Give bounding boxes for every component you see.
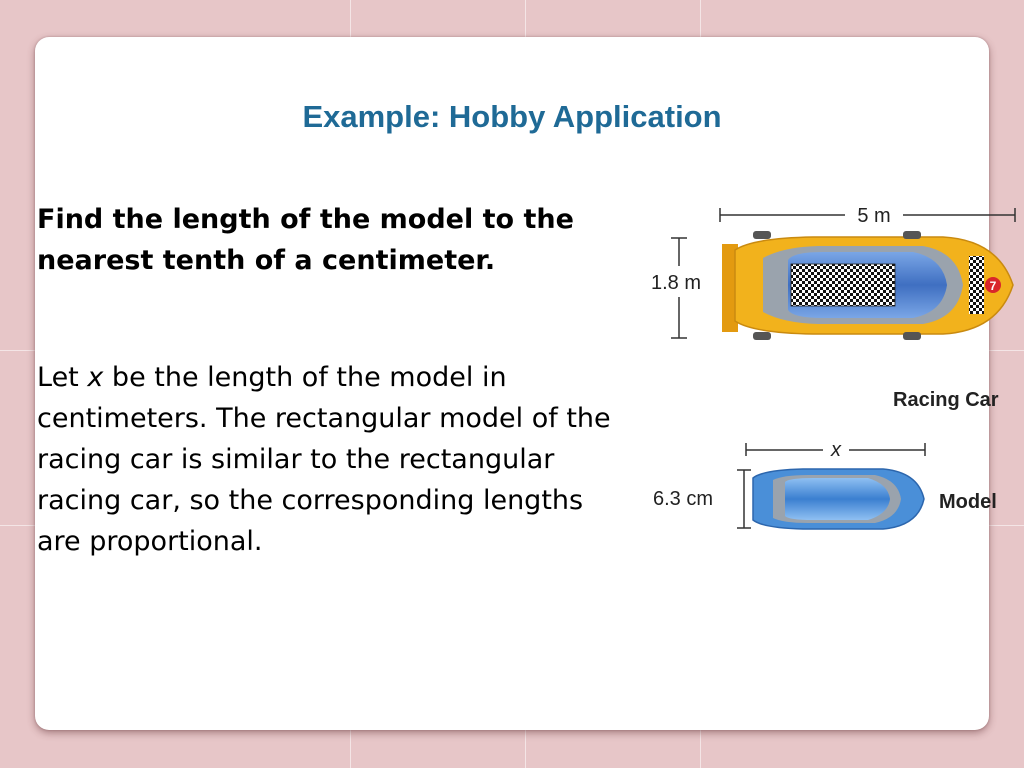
body-prefix: Let: [37, 362, 88, 393]
problem-heading: Find the length of the model to the nearest tenth of a centimeter.: [37, 204, 574, 276]
slide-card: [35, 37, 999, 730]
model-width-dimension: [653, 470, 751, 528]
racing-car-caption: Racing Car: [893, 389, 999, 411]
car-diagram: [613, 200, 999, 513]
model-length-label: x: [831, 439, 841, 461]
racing-length-dimension: [720, 205, 1015, 227]
racing-car-image: [722, 231, 1013, 340]
model-length-dimension: [746, 439, 925, 461]
body-rest: be the length of the model in centimeters. The rectangular model of the racing car is similar to the rectangular racing car, so the corresponding lengths are proportional.: [37, 362, 611, 557]
model-caption: Model: [939, 491, 997, 513]
variable-x: x: [87, 362, 104, 393]
racing-car-number: 7: [989, 279, 997, 293]
model-car-image: [753, 469, 924, 529]
racing-width-dimension: [651, 238, 701, 338]
racing-length-label: 5 m: [857, 205, 891, 227]
model-width-label: 6.3 cm: [653, 488, 714, 510]
slide-title: Example: Hobby Application: [302, 99, 722, 134]
problem-body: [37, 357, 612, 562]
racing-width-label: 1.8 m: [651, 272, 702, 294]
